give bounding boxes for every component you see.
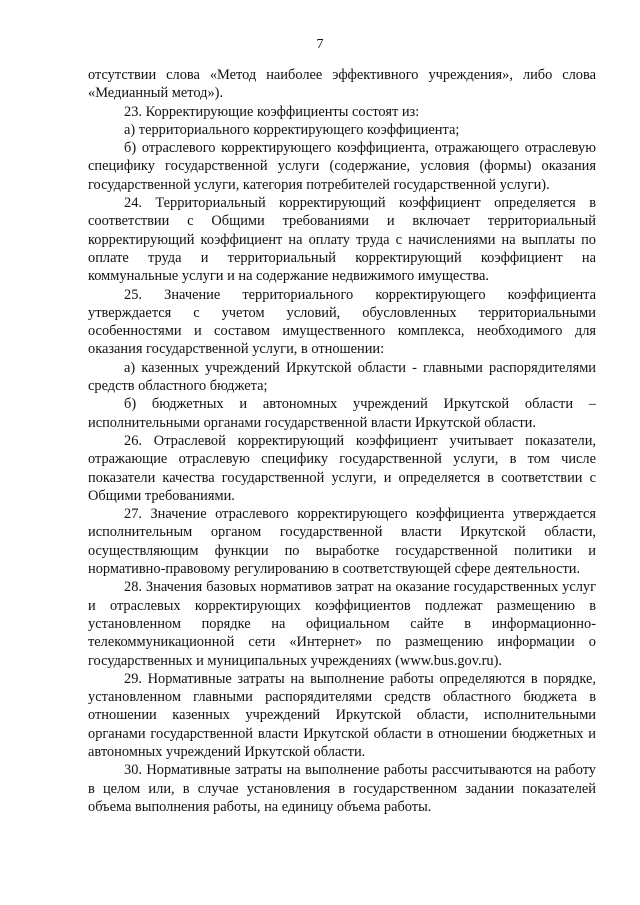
paragraph: б) бюджетных и автономных учреждений Иркутской области – исполнительными органами государственной власти Иркутской области. [88, 396, 596, 431]
page-number: 7 [316, 37, 324, 52]
paragraph: 25. Значение территориального корректирующего коэффициента утверждается с учетом условий, обусловленных территориальными особенностями и составом имущественного комплекса, необходимого для оказания государственной услуги, в отношении: [88, 286, 596, 358]
paragraph: 24. Территориальный корректирующий коэффициент определяется в соответствии с Общими требованиями и включает территориальный корректирующий коэффициент на оплату труда с начислениями на выплаты по оплате труда и территориальный корректирующий коэффициент на коммунальные услуги и на содержание недвижимого имущества. [88, 195, 596, 285]
paragraph: 23. Корректирующие коэффициенты состоят из: [124, 103, 420, 120]
paragraph: 27. Значение отраслевого корректирующего коэффициента утверждается исполнительным органом государственной власти Иркутской области, осуществляющим функции по выработке государственной политики и нормативно-правовому регулированию в соответствующей сфере деятельности. [88, 506, 596, 578]
paragraph: отсутствии слова «Метод наиболее эффективного учреждения», либо слова «Медианный метод»). [88, 67, 596, 102]
paragraph: а) казенных учреждений Иркутской области - главными распорядителями средств областного бюджета; [88, 359, 596, 395]
paragraph: 26. Отраслевой корректирующий коэффициент учитывает показатели, отражающие отраслевую специфику государственной услуги, в том числе показатели качества государственной услуги, и определяется в соответствии с Общими требованиями. [88, 432, 596, 504]
paragraph: 28. Значения базовых нормативов затрат на оказание государственных услуг и отраслевых корректирующих коэффициентов подлежат размещению в установленном порядке на официальном сайте в информационно-телекоммуникационной сети «Интернет» по размещению информации о государственных и муниципальных учреждениях (www.bus.gov.ru). [88, 579, 596, 669]
paragraph: 29. Нормативные затраты на выполнение работы определяются в порядке, установленном главными распорядителями средств областного бюджета в отношении казенных учреждений Иркутской области, исполнительными органами государственной власти Иркутской области в отношении бюджетных и автономных учреждений Иркутской области. [88, 670, 596, 760]
paragraph: б) отраслевого корректирующего коэффициента, отражающего отраслевую специфику государственной услуги (содержание, условия (формы) оказания государственной услуги, категория потребителей государственной услуги). [88, 140, 596, 193]
paragraph: 30. Нормативные затраты на выполнение работы рассчитываются на работу в целом или, в случае установления в государственном задании показателей объема выполнения работы, на единицу объема работы. [88, 762, 596, 815]
paragraph: а) территориального корректирующего коэффициента; [124, 121, 460, 138]
document-body [88, 66, 596, 816]
